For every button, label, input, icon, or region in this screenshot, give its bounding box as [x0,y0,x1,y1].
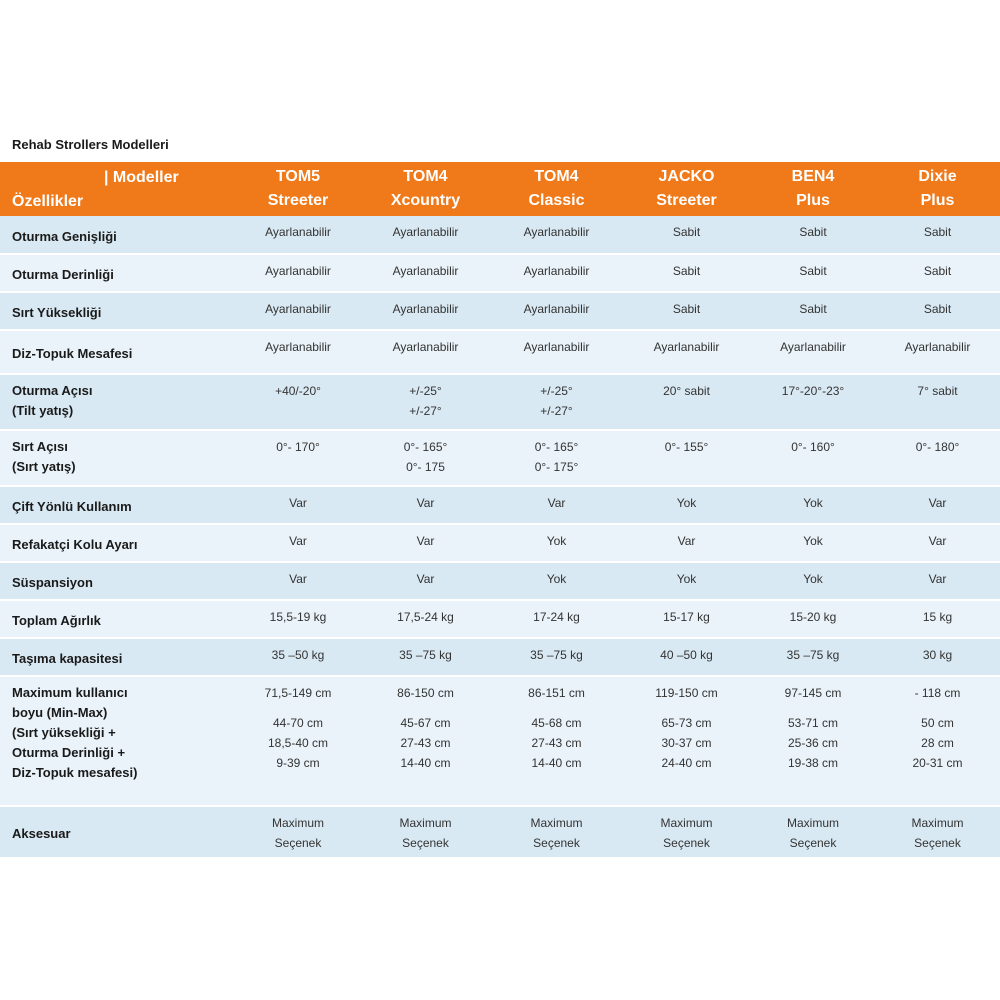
table-cell: 20° sabit [663,384,710,398]
table-cell: 86-151 cm 45-68 cm 27-43 cm 14-40 cm [528,686,585,770]
table-cell: Sabit [923,264,952,278]
table-row [0,254,1000,292]
table-cell: Ayarlanabilir [904,340,971,354]
row-label: Toplam Ağırlık [12,613,101,628]
table-cell: Var [928,534,947,548]
table-cell: Sabit [672,302,701,316]
table-row [0,430,1000,486]
table-cell: +/-25° +/-27° [409,384,442,418]
table-row [0,216,1000,254]
table-cell: Ayarlanabilir [265,225,331,239]
table-cell: Var [416,496,435,510]
table-row [0,600,1000,638]
table-cell: 15-17 kg [663,610,710,624]
table-cell: 0°- 155° [664,440,709,454]
table-cell: Sabit [923,225,952,239]
header-model-6: Dixie Plus [918,168,957,209]
row-label: Çift Yönlü Kullanım [12,499,132,514]
table-cell: Ayarlanabilir [265,340,331,354]
table-cell: 0°- 170° [276,440,320,454]
table-cell: 97-145 cm 53-71 cm 25-36 cm 19-38 cm [784,686,842,770]
table-row [0,486,1000,524]
table-cell: 86-150 cm 45-67 cm 27-43 cm 14-40 cm [397,686,454,770]
row-label: Süspansiyon [12,575,93,590]
header-model-3: TOM4 Classic [528,168,585,209]
table-row [0,676,1000,806]
header-model-1: TOM5 Streeter [267,168,329,209]
table-cell: Yok [803,496,823,510]
table-cell: Sabit [799,264,827,278]
table-cell: Ayarlanabilir [392,340,459,354]
table-cell: 35 –50 kg [271,648,325,662]
table-cell: Maximum Seçenek [530,816,583,850]
table-cell: Sabit [799,225,827,239]
row-label: Oturma Derinliği [12,267,114,282]
header-model-5: BEN4 Plus [791,168,835,209]
row-label: Oturma Açısı (Tilt yatış) [12,383,93,418]
row-label: Sırt Açısı (Sırt yatış) [12,439,76,474]
table-cell: Maximum Seçenek [660,816,713,850]
row-label: Sırt Yüksekliği [12,305,102,320]
table-cell: Yok [803,572,823,586]
table-cell: Ayarlanabilir [653,340,720,354]
table-cell: Maximum Seçenek [271,816,324,850]
row-label: Diz-Topuk Mesafesi [12,346,133,361]
row-label: Refakatçi Kolu Ayarı [12,537,138,552]
table-cell: - 118 cm 50 cm 28 cm 20-31 cm [912,686,963,770]
table-cell: 40 –50 kg [660,648,713,662]
table-cell: Var [677,534,696,548]
table-row [0,562,1000,600]
table-cell: Var [547,496,566,510]
table-cell: Var [416,534,435,548]
table-cell: 17°-20°-23° [781,384,845,398]
table-cell: Ayarlanabilir [265,302,331,316]
table-cell: 15,5-19 kg [269,610,327,624]
table-cell: Yok [676,572,697,586]
table-cell: Ayarlanabilir [523,340,590,354]
table-cell: Ayarlanabilir [523,302,590,316]
table-cell: 119-150 cm 65-73 cm 30-37 cm 24-40 cm [655,686,718,770]
row-label: Taşıma kapasitesi [12,651,123,666]
table-cell: Var [289,534,307,548]
table-cell: Ayarlanabilir [780,340,846,354]
header-model-2: TOM4 Xcountry [390,168,461,209]
table-row [0,292,1000,330]
table-body [0,216,1000,858]
table-cell: 17,5-24 kg [397,610,454,624]
table-cell: 35 –75 kg [786,648,840,662]
table-cell: Var [289,572,307,586]
page-title: Rehab Strollers Modelleri [12,137,169,152]
header-models-label: | Modeller [104,169,179,186]
table-cell: +40/-20° [275,384,321,398]
row-label: Aksesuar [12,826,71,841]
table-cell: Var [928,496,947,510]
table-cell: Yok [676,496,697,510]
table-cell: Sabit [923,302,952,316]
table-cell: 30 kg [922,648,953,662]
table-row [0,806,1000,858]
header-corner-cell [0,162,236,216]
comparison-table [0,162,1000,859]
table-cell: Ayarlanabilir [392,264,459,278]
table-row [0,374,1000,430]
table-cell: Var [416,572,435,586]
table-cell: 0°- 180° [915,440,960,454]
row-label: Maximum kullanıcı boyu (Min-Max) (Sırt yüksekliği + Oturma Derinliği + Diz-Topuk mesafesi) [12,685,138,780]
table-cell: Sabit [672,264,701,278]
table-header [0,162,1000,216]
table-cell: Ayarlanabilir [392,225,459,239]
table-row [0,330,1000,374]
table-cell: 17-24 kg [533,610,580,624]
table-cell: 35 –75 kg [399,648,452,662]
table-cell: +/-25° +/-27° [540,384,573,418]
row-label: Oturma Genişliği [12,228,117,244]
table-cell: Yok [803,534,823,548]
table-cell: 0°- 160° [791,440,835,454]
table-cell: Maximum Seçenek [911,816,964,850]
table-cell: Ayarlanabilir [523,225,590,239]
table-cell: Sabit [799,302,827,316]
table-cell: Ayarlanabilir [392,302,459,316]
table-cell: 0°- 165° 0°- 175° [534,440,579,474]
table-cell: Yok [546,534,567,548]
table-cell: 0°- 165° 0°- 175 [403,440,448,474]
table-cell: Yok [546,572,567,586]
table-cell: 71,5-149 cm 44-70 cm 18,5-40 cm 9-39 cm [264,686,332,770]
table-cell: Maximum Seçenek [786,816,839,850]
header-features-label: Özellikler [12,193,84,210]
table-cell: Maximum Seçenek [399,816,452,850]
table-cell: Var [928,572,947,586]
table-cell: Var [289,496,307,510]
table-cell: Ayarlanabilir [265,264,331,278]
table-cell: 15 kg [922,610,953,624]
table-cell: 7° sabit [917,384,958,398]
table-row [0,524,1000,562]
table-cell: 15-20 kg [789,610,837,624]
table-row [0,638,1000,676]
header-model-4: JACKO Streeter [656,168,717,209]
table-cell: 35 –75 kg [530,648,583,662]
table-cell: Ayarlanabilir [523,264,590,278]
table-cell: Sabit [672,225,701,239]
